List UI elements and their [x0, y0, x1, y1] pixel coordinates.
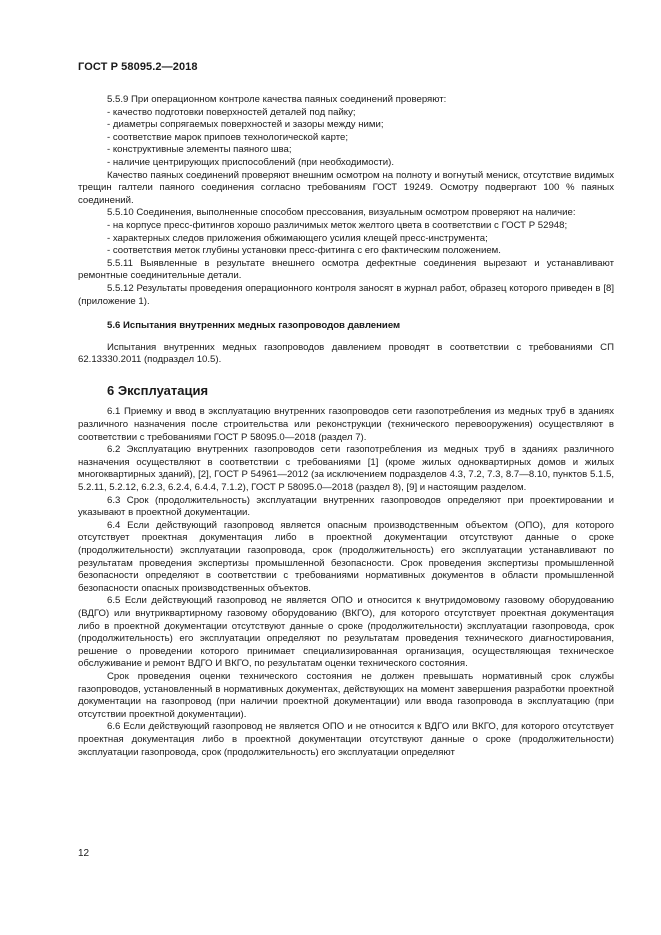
paragraph-6-4: 6.4 Если действующий газопровод является опасным производственным объектом (ОПО), для которого отсутствует проектная документация либо в проектной документации отсутствуют данные о сроке (продолжительности) эксплуатации газопровода, срок (продолжительность) его эксплуатации устанавливают по результатам проведения экспертизы промышленной безопасности. Срок проведения экспертизы промышленной безопасности определяют в соответствии с требованиями нормативных документов в области промышленной безопасности опасных производственных объектов. — [78, 519, 614, 594]
document-body — [78, 94, 614, 759]
paragraph-5-5-10: 5.5.10 Соединения, выполненные способом прессования, визуальным осмотром проверяют на наличие: — [107, 207, 576, 219]
paragraph-5-5-12: 5.5.12 Результаты проведения операционного контроля заносят в журнал работ, образец которого приведен в [8] (приложение 1). — [78, 282, 614, 307]
paragraph-6-5: 6.5 Если действующий газопровод не является ОПО и относится к внутридомовому газовому оборудованию (ВДГО) или внутриквартирному газовому оборудованию (ВКГО), для которого отсутствует проектная документация либо в проектной документации отсутствуют данные о сроке (продолжительности) эксплуатации газопровода, срок (продолжительность) его эксплуатации определяют по результатам проведения технического диагностирования, решение о проведении которого принимает специализированная организация, осуществляющая техническое обслуживание и ремонт ВДГО И ВКГО, по результатам оценки технического состояния. — [78, 595, 614, 670]
paragraph-5-5-11: 5.5.11 Выявленные в результате внешнего осмотра дефектные соединения вырезают и устанавливают ремонтные соединительные детали. — [78, 257, 614, 282]
list-item: - наличие центрирующих приспособлений (при необходимости). — [107, 156, 394, 168]
document-page — [78, 0, 614, 935]
list-item: - соответствие марок припоев технологической карте; — [107, 131, 349, 143]
paragraph-5-5-9: 5.5.9 При операционном контроле качества паяных соединений проверяют: — [107, 94, 447, 105]
list-item: - на корпусе пресс-фитингов хорошо различимых меток желтого цвета в соответствии с ГОСТ Р 52948; — [107, 219, 568, 231]
paragraph-6-5-assessment: Срок проведения оценки технического состояния не должен превышать нормативный срок службы газопроводов, установленный в нормативных документах, действующих на момент завершения разработки проектной документации на газопровод (при наличии проектной документации) или ввода газопровода в эксплуатацию (при отсутствии проектной документации). — [78, 670, 614, 720]
paragraph-solder-quality: Качество паяных соединений проверяют внешним осмотром на полноту и вогнутый мениск, отсутствие видимых трещин галтели паяного соединения согласно требованиям ГОСТ 19249. Осмотру подвергают 100 % паяных соединений. — [78, 169, 614, 206]
page-number: 12 — [78, 848, 90, 859]
list-item: - конструктивные элементы паяного шва; — [107, 144, 292, 156]
paragraph-6-3: 6.3 Срок (продолжительность) эксплуатации внутренних газопроводов определяют при проектировании и указывают в проектной документации. — [78, 494, 614, 519]
section-heading-5-6: 5.6 Испытания внутренних медных газопроводов давлением — [107, 320, 401, 332]
document-header: ГОСТ Р 58095.2—2018 — [78, 61, 198, 73]
chapter-heading-6: 6 Эксплуатация — [107, 382, 209, 398]
paragraph-5-6: Испытания внутренних медных газопроводов давлением проводят в соответствии с требованиями СП 62.13330.2011 (подраздел 10.5). — [78, 341, 614, 366]
paragraph-6-1: 6.1 Приемку и ввод в эксплуатацию внутренних газопроводов сети газопотребления из медных труб в зданиях различного назначения после строительства или реконструкции (технического перевооружения) осуществляют в соответствии с требованиями ГОСТ Р 58095.0—2018 (раздел 7). — [78, 406, 614, 443]
list-item: - качество подготовки поверхностей деталей под пайку; — [107, 106, 356, 118]
paragraph-6-2: 6.2 Эксплуатацию внутренних газопроводов сети газопотребления из медных труб в зданиях различного назначения осуществляют в соответствии с требованиями [1] (кроме жилых одноквартирных домов и жилых многоквартирных зданий), [2], ГОСТ Р 54961—2012 (за исключением подразделов 4.3, 7.2, 7.3, 8.7—8.10, пунктов 5.1.5, 5.2.11, 5.2.12, 6.2.3, 6.2.4, 6.4.4, 7.1.2), ГОСТ Р 58095.0—2018 (раздел 8), [9] и настоящим разделом. — [78, 444, 614, 494]
list-item: - соответствия меток глубины установки пресс-фитинга с его фактическим положением. — [107, 245, 501, 257]
list-item: - характерных следов приложения обжимающего усилия клещей пресс-инструмента; — [107, 232, 488, 244]
list-item: - диаметры сопрягаемых поверхностей и зазоры между ними; — [107, 119, 384, 131]
paragraph-6-6: 6.6 Если действующий газопровод не является ОПО и не относится к ВДГО или ВКГО, для которого отсутствует проектная документация либо в проектной документации отсутствуют данные о сроке (продолжительности) эксплуатации газопровода, срок (продолжительность) его эксплуатации определяют — [78, 721, 614, 758]
